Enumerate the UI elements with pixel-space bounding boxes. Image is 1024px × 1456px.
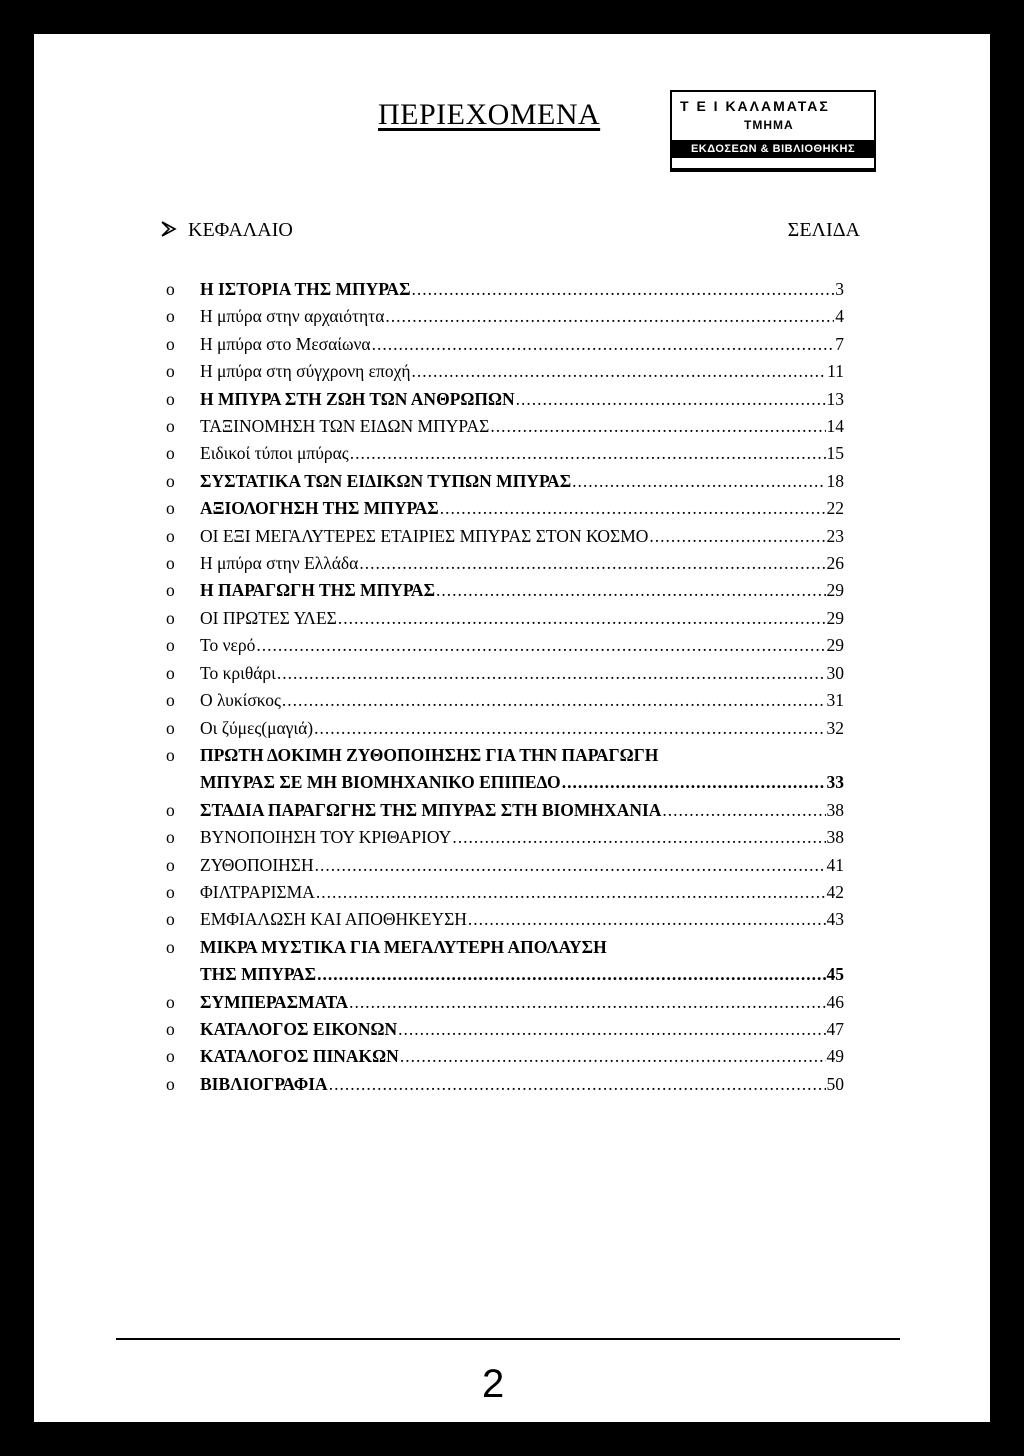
- toc-entry-title: Η ΜΠΥΡΑ ΣΤΗ ΖΩΗ ΤΩΝ ΑΝΘΡΩΠΩΝ: [200, 388, 515, 409]
- toc-entry-title: Η μπύρα στο Μεσαίωνα: [200, 333, 371, 354]
- toc-bullet: o: [166, 279, 175, 299]
- dot-leader: [412, 358, 827, 385]
- toc-bullet: o: [166, 1073, 175, 1094]
- toc-bullet: o: [166, 416, 175, 437]
- toc-bullet: o: [166, 333, 175, 354]
- toc-bullet: o: [166, 1018, 175, 1039]
- toc-bullet: o: [166, 854, 175, 875]
- toc-entry-page: 38: [826, 827, 844, 848]
- dot-leader: [317, 961, 825, 988]
- toc-entry-title: Η ΙΣΤΟΡΙΑ ΤΗΣ ΜΠΥΡΑΣ: [200, 279, 411, 299]
- toc-bullet: o: [166, 717, 175, 738]
- toc-entry-title: ΖΥΘΟΠΟΙΗΣΗ: [200, 854, 314, 875]
- dot-leader: [277, 660, 826, 687]
- toc-entry-title: Οι ζύμες(μαγιά): [200, 717, 314, 738]
- toc-bullet: o: [166, 306, 175, 327]
- toc-entry-page: 15: [826, 443, 844, 464]
- dot-leader: [350, 440, 826, 467]
- toc-entry-title: Ο λυκίσκος: [200, 690, 281, 711]
- table-of-contents: [166, 276, 844, 1098]
- toc-entry-title: Η ΠΑΡΑΓΩΓΗ ΤΗΣ ΜΠΥΡΑΣ: [200, 580, 436, 601]
- dot-leader: [440, 495, 826, 522]
- dot-leader: [649, 523, 825, 550]
- toc-entry-title: ΕΜΦΙΑΛΩΣΗ ΚΑΙ ΑΠΟΘΗΚΕΥΣΗ: [200, 909, 467, 930]
- stamp-line-3: ΕΚΔΟΣΕΩΝ & ΒΙΒΛΙΟΘΗΚΗΣ: [672, 140, 874, 158]
- dot-leader: [468, 906, 826, 933]
- dot-leader: [256, 632, 825, 659]
- toc-entry-title: Ειδικοί τύποι μπύρας: [200, 443, 349, 464]
- dot-leader: [562, 769, 826, 796]
- toc-entry: [166, 989, 844, 1016]
- toc-entry-page: 33: [826, 772, 844, 793]
- toc-entry-page: 4: [835, 306, 844, 327]
- toc-entry-page: 38: [826, 799, 844, 820]
- page-number: 2: [482, 1362, 505, 1406]
- toc-entry-page: 49: [826, 1046, 844, 1067]
- stamp-line-2: ΤΜΗΜΑ: [744, 118, 794, 132]
- toc-entry-page: 31: [826, 690, 844, 711]
- toc-entry-page: 32: [826, 717, 844, 738]
- toc-entry: [166, 1071, 844, 1098]
- toc-bullet: o: [166, 799, 175, 820]
- dot-leader: [412, 276, 835, 303]
- toc-entry: [166, 303, 844, 330]
- toc-entry: [166, 276, 844, 303]
- toc-bullet: o: [166, 443, 175, 464]
- toc-entry-page: 18: [826, 470, 844, 491]
- toc-entry-title: ΠΡΩΤΗ ΔΟΚΙΜΗ ΖΥΘΟΠΟΙΗΣΗΣ ΓΙΑ ΤΗΝ ΠΑΡΑΓΩΓΗ: [200, 744, 659, 765]
- toc-entry-page: 30: [826, 662, 844, 683]
- toc-entry-title: ΜΙΚΡΑ ΜΥΣΤΙΚΑ ΓΙΑ ΜΕΓΑΛΥΤΕΡΗ ΑΠΟΛΑΥΣΗ: [200, 936, 607, 957]
- toc-entry-page: 42: [826, 881, 844, 902]
- toc-entry-page: 29: [826, 635, 844, 656]
- toc-bullet: o: [166, 470, 175, 491]
- dot-leader: [400, 1043, 826, 1070]
- toc-entry-page: 14: [826, 416, 844, 437]
- dot-leader: [359, 550, 825, 577]
- toc-entry-title: ΟΙ ΕΞΙ ΜΕΓΑΛΥΤΕΡΕΣ ΕΤΑΙΡΙΕΣ ΜΠΥΡΑΣ ΣΤΟΝ ΚΟΣΜΟ: [200, 525, 649, 546]
- toc-entry-title-continued: ΜΠΥΡΑΣ ΣΕ ΜΗ ΒΙΟΜΗΧΑΝΙΚΟ ΕΠΙΠΕΔΟ: [200, 772, 561, 793]
- toc-entry-title: ΣΥΜΠΕΡΑΣΜΑΤΑ: [200, 991, 349, 1012]
- toc-entry: [166, 660, 844, 687]
- toc-entry-page: 7: [835, 333, 844, 354]
- toc-bullet: o: [166, 607, 175, 628]
- toc-entry-page: 45: [826, 964, 844, 985]
- toc-entry-page: 47: [826, 1018, 844, 1039]
- toc-entry-page: 22: [826, 498, 844, 519]
- toc-bullet: o: [166, 1046, 175, 1067]
- toc-entry: [166, 386, 844, 413]
- arrow-bullet-icon: [160, 219, 178, 245]
- toc-entry: [166, 687, 844, 714]
- toc-entry: [166, 879, 844, 906]
- toc-entry: [166, 824, 844, 851]
- dot-leader: [572, 468, 825, 495]
- toc-entry-title: ΤΑΞΙΝΟΜΗΣΗ ΤΩΝ ΕΙΔΩΝ ΜΠΥΡΑΣ: [200, 416, 490, 437]
- dot-leader: [662, 797, 825, 824]
- toc-bullet: o: [166, 690, 175, 711]
- toc-entry-title: Το κριθάρι: [200, 662, 276, 683]
- toc-entry: [166, 605, 844, 632]
- toc-bullet: o: [166, 525, 175, 546]
- toc-entry: [166, 632, 844, 659]
- dot-leader: [385, 303, 834, 330]
- toc-bullet: o: [166, 498, 175, 519]
- toc-entry-page: 13: [826, 388, 844, 409]
- toc-entry: [166, 906, 844, 933]
- toc-entry: [166, 934, 844, 989]
- toc-bullet: o: [166, 662, 175, 683]
- toc-entry: [166, 715, 844, 742]
- toc-entry: [166, 742, 844, 797]
- dot-leader: [436, 577, 825, 604]
- document-page: [34, 34, 990, 1422]
- chapter-column-label: ΚΕΦΑΛΑΙΟ: [188, 219, 293, 241]
- toc-entry-title: ΟΙ ΠΡΩΤΕΣ ΥΛΕΣ: [200, 607, 337, 628]
- toc-entry-page: 11: [827, 361, 844, 382]
- toc-bullet: o: [166, 936, 175, 957]
- dot-leader: [372, 331, 835, 358]
- dot-leader: [282, 687, 826, 714]
- toc-bullet: o: [166, 991, 175, 1012]
- stamp-line-1: Τ Ε Ι ΚΑΛΑΜΑΤΑΣ: [680, 98, 830, 114]
- toc-entry: [166, 468, 844, 495]
- toc-entry: [166, 413, 844, 440]
- toc-entry: [166, 495, 844, 522]
- toc-entry-title: Το νερό: [200, 635, 256, 656]
- toc-entry-page: 46: [826, 991, 844, 1012]
- toc-bullet: o: [166, 827, 175, 848]
- toc-entry-title: Η μπύρα στην αρχαιότητα: [200, 306, 385, 327]
- dot-leader: [398, 1016, 825, 1043]
- toc-entry-page: 50: [826, 1073, 844, 1094]
- toc-entry-title: ΒΥΝΟΠΟΙΗΣΗ ΤΟΥ ΚΡΙΘΑΡΙΟΥ: [200, 827, 452, 848]
- page-title: ΠΕΡΙΕΧΟΜΕΝΑ: [378, 98, 601, 131]
- toc-entry-page: 43: [826, 909, 844, 930]
- toc-entry-title: ΚΑΤΑΛΟΓΟΣ ΕΙΚΟΝΩΝ: [200, 1018, 398, 1039]
- toc-entry: [166, 797, 844, 824]
- toc-bullet: o: [166, 635, 175, 656]
- toc-entry-page: 41: [826, 854, 844, 875]
- toc-entry-page: 26: [826, 553, 844, 574]
- toc-entry-page: 29: [826, 580, 844, 601]
- toc-entry-page: 29: [826, 607, 844, 628]
- toc-entry-title: ΣΥΣΤΑΤΙΚΑ ΤΩΝ ΕΙΔΙΚΩΝ ΤΥΠΩΝ ΜΠΥΡΑΣ: [200, 470, 572, 491]
- toc-bullet: o: [166, 388, 175, 409]
- toc-entry-title: ΦΙΛΤΡΑΡΙΣΜΑ: [200, 881, 315, 902]
- toc-entry: [166, 523, 844, 550]
- toc-entry-title: ΣΤΑΔΙΑ ΠΑΡΑΓΩΓΗΣ ΤΗΣ ΜΠΥΡΑΣ ΣΤΗ ΒΙΟΜΗΧΑΝΙΑ: [200, 799, 662, 820]
- dot-leader: [329, 1071, 826, 1098]
- toc-bullet: o: [166, 909, 175, 930]
- toc-bullet: o: [166, 553, 175, 574]
- toc-entry-page: 23: [826, 525, 844, 546]
- toc-entry-page: 3: [835, 279, 844, 299]
- toc-entry: [166, 852, 844, 879]
- dot-leader: [349, 989, 825, 1016]
- page-column-label: ΣΕΛΙΔΑ: [787, 219, 860, 241]
- dot-leader: [452, 824, 825, 851]
- dot-leader: [314, 715, 825, 742]
- toc-entry-title: ΑΞΙΟΛΟΓΗΣΗ ΤΗΣ ΜΠΥΡΑΣ: [200, 498, 439, 519]
- toc-bullet: o: [166, 881, 175, 902]
- toc-bullet: o: [166, 580, 175, 601]
- toc-entry: [166, 358, 844, 385]
- toc-entry: [166, 1016, 844, 1043]
- toc-entry: [166, 440, 844, 467]
- dot-leader: [315, 852, 826, 879]
- toc-bullet: o: [166, 744, 175, 765]
- dot-leader: [490, 413, 825, 440]
- toc-entry-title-continued: ΤΗΣ ΜΠΥΡΑΣ: [200, 964, 317, 985]
- dot-leader: [338, 605, 826, 632]
- toc-bullet: o: [166, 361, 175, 382]
- dot-leader: [516, 386, 826, 413]
- library-stamp: [670, 90, 876, 172]
- toc-entry: [166, 577, 844, 604]
- toc-entry-title: ΒΙΒΛΙΟΓΡΑΦΙΑ: [200, 1073, 328, 1094]
- toc-entry: [166, 331, 844, 358]
- footer-divider: [116, 1338, 900, 1340]
- toc-entry: [166, 1043, 844, 1070]
- toc-entry-title: Η μπύρα στη σύγχρονη εποχή: [200, 361, 411, 382]
- toc-entry-title: ΚΑΤΑΛΟΓΟΣ ΠΙΝΑΚΩΝ: [200, 1046, 399, 1067]
- toc-entry-title: Η μπύρα στην Ελλάδα: [200, 553, 359, 574]
- toc-entry: [166, 550, 844, 577]
- dot-leader: [316, 879, 826, 906]
